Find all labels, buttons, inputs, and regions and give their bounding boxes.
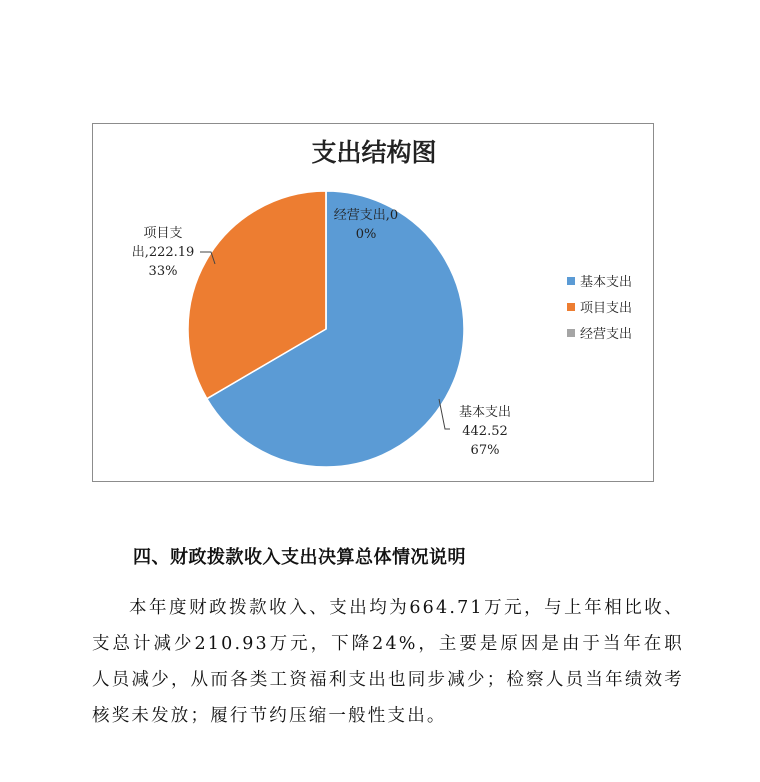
section-paragraph: 本年度财政拨款收入、支出均为664.71万元，与上年相比收、支总计减少210.93万元，下降24%，主要是原因是由于当年在职人员减少，从而各类工资福利支出也同步减少；检察人员当年绩效考核奖未发放；履行节约压缩一般性支出。 bbox=[92, 598, 684, 726]
data-label-basic-line1: 基本支出 bbox=[458, 405, 512, 420]
legend-swatch-project bbox=[567, 303, 575, 311]
data-label-basic-line2: 442.52 bbox=[462, 424, 508, 439]
legend-swatch-basic bbox=[567, 277, 575, 285]
legend-label-basic: 基本支出 bbox=[580, 275, 633, 290]
legend-label-project: 项目支出 bbox=[580, 301, 633, 316]
section-heading: 四、财政拨款收入支出决算总体情况说明 bbox=[133, 547, 466, 568]
data-label-project-line1: 项目支 bbox=[143, 226, 183, 241]
data-label-basic-line3: 67% bbox=[470, 443, 500, 458]
data-label-operating-line1: 经营支出,0 bbox=[333, 208, 399, 223]
chart-container bbox=[92, 123, 654, 482]
legend bbox=[567, 274, 632, 342]
data-label-project-line2: 出,222.19 bbox=[131, 245, 195, 260]
data-label-operating-line2: 0% bbox=[355, 227, 377, 242]
data-label-project-line3: 33% bbox=[148, 264, 178, 279]
chart-title: 支出结构图 bbox=[311, 138, 437, 167]
pie-chart bbox=[93, 124, 655, 483]
legend-label-operating: 经营支出 bbox=[580, 327, 633, 342]
legend-swatch-operating bbox=[567, 329, 575, 337]
